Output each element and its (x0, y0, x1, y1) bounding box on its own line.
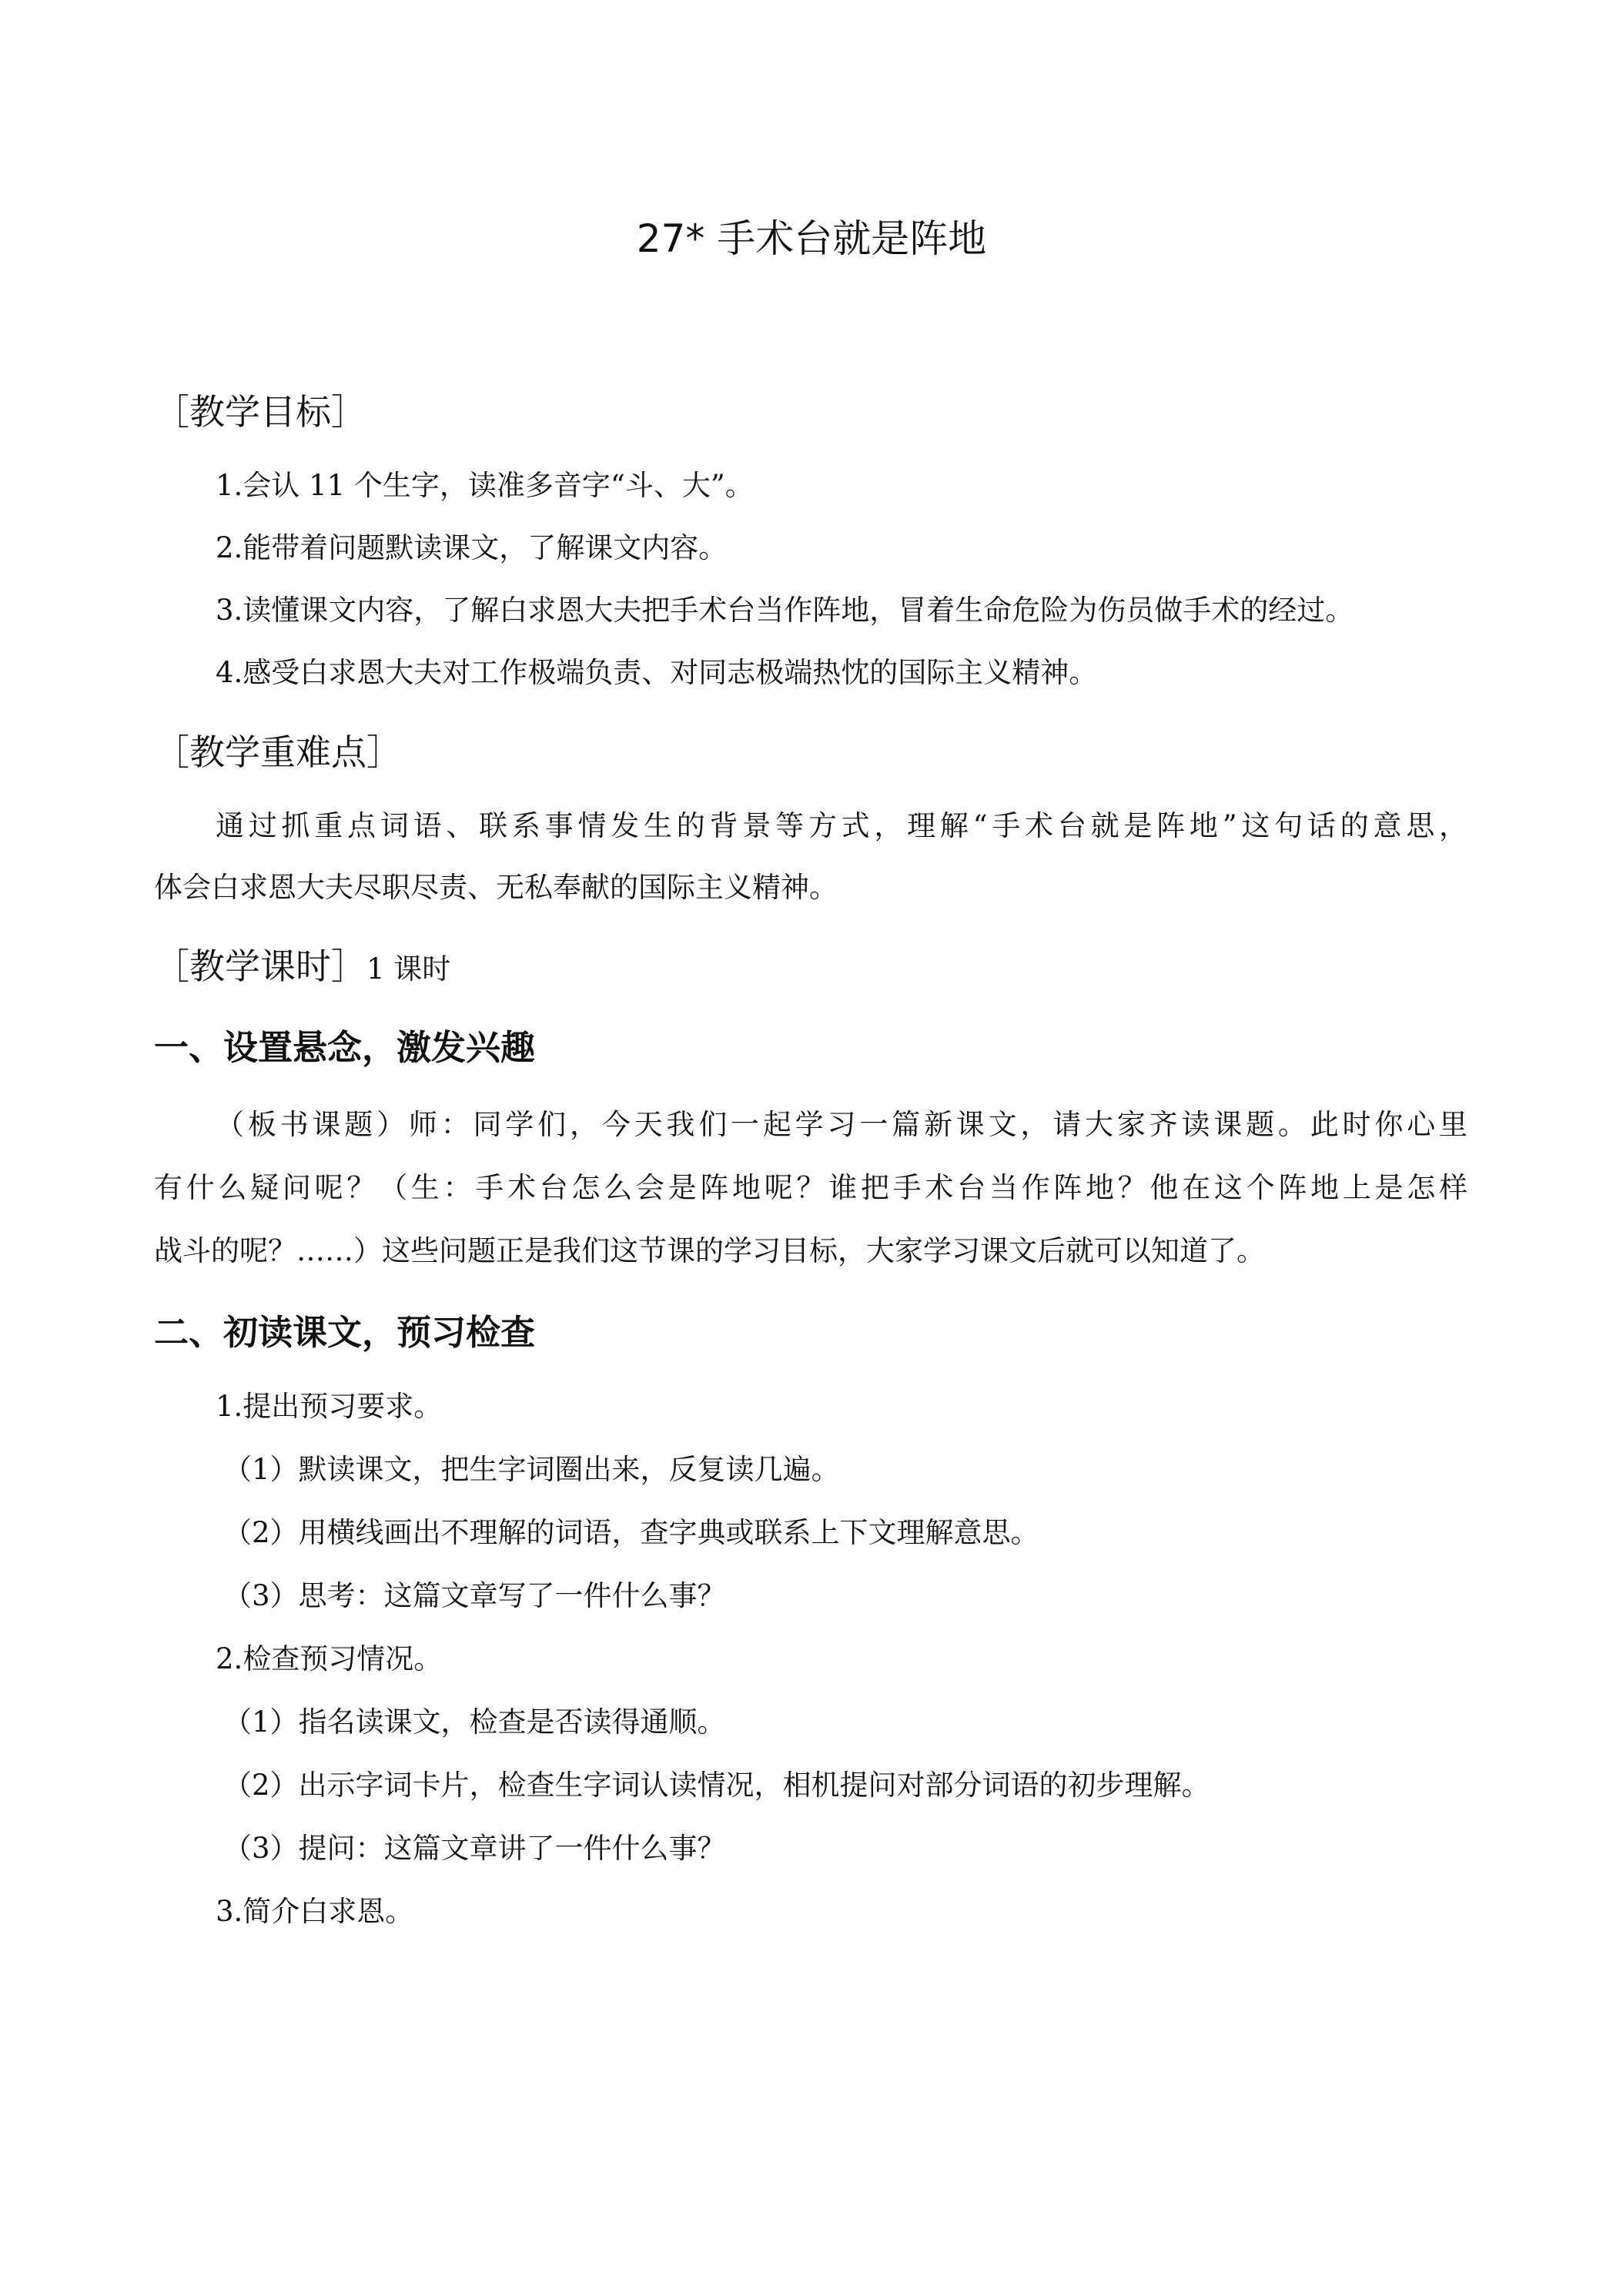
objective-item-1: 1.会认 11 个生字，读准多音字“斗、大”。 (216, 469, 754, 502)
section-1-line-2: 有什么疑问呢？（生：手术台怎么会是阵地呢？谁把手术台当作阵地？他在这个阵地上是怎样 (154, 1171, 1467, 1204)
step-2-item-1: （1）指名读课文，检查是否读得通顺。 (223, 1705, 726, 1739)
section-2-heading: 二、初读课文，预习检查 (154, 1312, 536, 1353)
key-points-heading: ［教学重难点］ (154, 731, 402, 773)
step-1-item-2: （2）用横线画出不理解的词语，查字典或联系上下文理解意思。 (223, 1516, 1039, 1549)
objective-item-4: 4.感受白求恩大夫对工作极端负责、对同志极端热忱的国际主义精神。 (216, 656, 1098, 689)
objective-item-3: 3.读懂课文内容，了解白求恩大夫把手术台当作阵地，冒着生命危险为伤员做手术的经过。 (216, 594, 1354, 627)
class-hours-value: 1 课时 (366, 952, 451, 986)
key-points-line-2: 体会白求恩大夫尽职尽责、无私奉献的国际主义精神。 (154, 871, 838, 904)
section-1-heading: 一、设置悬念，激发兴趣 (154, 1027, 536, 1068)
step-1-item-1: （1）默读课文，把生字词圈出来，反复读几遍。 (223, 1453, 840, 1486)
document-title: 27* 手术台就是阵地 (636, 216, 987, 261)
class-hours-heading (154, 936, 450, 999)
class-hours-label: ［教学课时］ (154, 946, 366, 987)
key-points-line-1: 通过抓重点词语、联系事情发生的背景等方式，理解“手术台就是阵地”这句话的意思， (216, 809, 1467, 842)
section-1-line-3: 战斗的呢？……）这些问题正是我们这节课的学习目标，大家学习课文后就可以知道了。 (154, 1234, 1265, 1267)
section-2-step-3: 3.简介白求恩。 (216, 1895, 414, 1928)
step-1-item-3: （3）思考：这篇文章写了一件什么事？ (223, 1579, 726, 1612)
step-2-item-3: （3）提问：这篇文章讲了一件什么事？ (223, 1832, 726, 1865)
section-2-step-1: 1.提出预习要求。 (216, 1390, 443, 1423)
objectives-heading: ［教学目标］ (154, 391, 366, 433)
objective-item-2: 2.能带着问题默读课文，了解课文内容。 (216, 531, 728, 564)
section-2-step-2: 2.检查预习情况。 (216, 1642, 443, 1675)
section-1-line-1: （板书课题）师：同学们，今天我们一起学习一篇新课文，请大家齐读课题。此时你心里 (216, 1108, 1467, 1141)
step-2-item-2: （2）出示字词卡片，检查生字词认读情况，相机提问对部分词语的初步理解。 (223, 1769, 1210, 1802)
